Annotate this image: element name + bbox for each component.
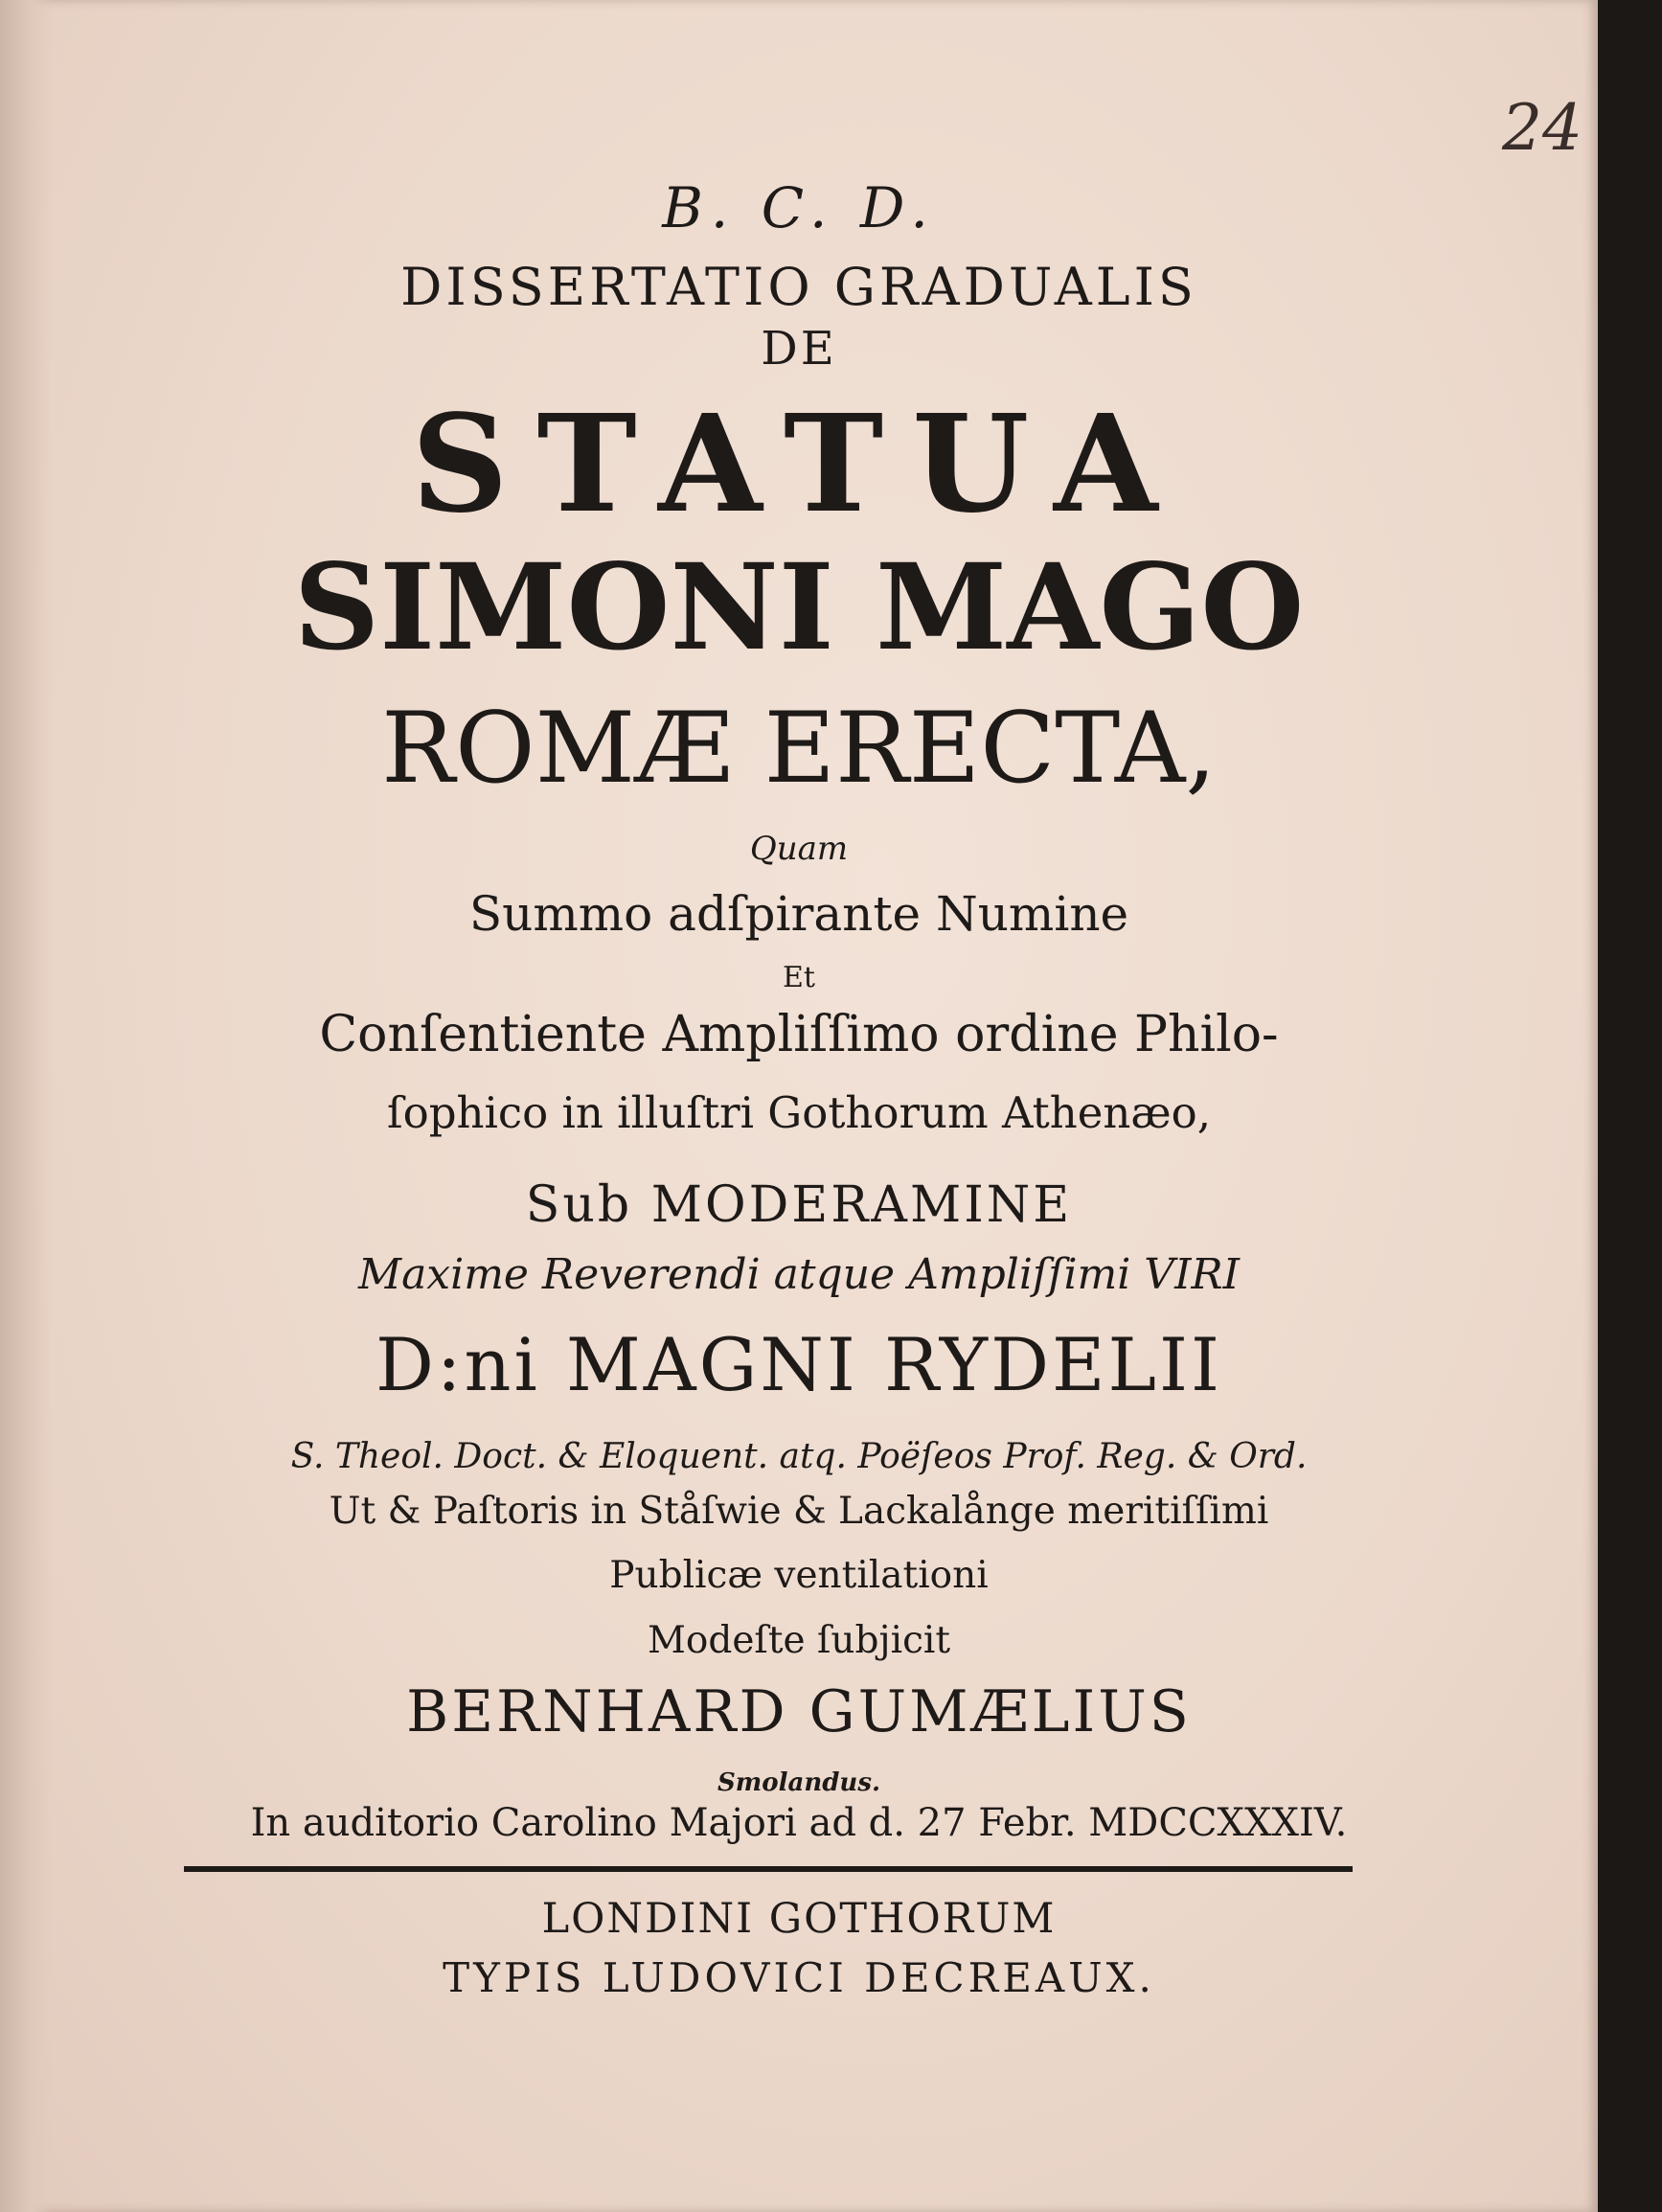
text-quam: Quam xyxy=(749,830,849,868)
text-et: Et xyxy=(783,961,815,994)
text-pastoris: Ut & Paſtoris in Ståſwie & Lackalånge meritiſſimi xyxy=(329,1490,1269,1533)
title-romae-erecta: ROMÆ ERECTA, xyxy=(381,692,1217,806)
text-sophico: ſophico in illuſtri Gothorum Athenæo, xyxy=(386,1087,1212,1138)
text-publicae: Publicæ ventilationi xyxy=(609,1554,989,1597)
text-sub-moderamine: Sub MODERAMINE xyxy=(525,1176,1073,1234)
text-summo: Summo adſpirante Numine xyxy=(468,886,1129,942)
heading-de: DE xyxy=(761,322,837,376)
text-author: BERNHARD GUMÆLIUS xyxy=(406,1678,1192,1745)
heading-dissertatio: DISSERTATIO GRADUALIS xyxy=(400,257,1197,317)
text-auditorio: In auditorio Carolino Majori ad d. 27 Febr. MDCCXXXIV. xyxy=(250,1801,1348,1845)
text-modeste: Modeſte ſubjicit xyxy=(647,1619,951,1662)
text-smolandus: Smolandus. xyxy=(717,1768,881,1797)
text-theol-doct: S. Theol. Doct. & Eloquent. atq. Poëſeos Prof. Reg. & Ord. xyxy=(290,1437,1308,1476)
divider-rule xyxy=(184,1866,1353,1872)
text-consentiente: Conſentiente Ampliſſimo ordine Philo- xyxy=(319,1006,1279,1063)
title-simoni-mago: SIMONI MAGO xyxy=(293,538,1305,677)
folio-number: 24 xyxy=(1502,91,1582,165)
text-londini: LONDINI GOTHORUM xyxy=(541,1895,1057,1943)
text-typis: TYPIS LUDOVICI DECREAUX. xyxy=(443,1954,1155,2001)
text-maxime-reverendi: Maxime Reverendi atque Ampliſſimi VIRI xyxy=(358,1250,1240,1299)
text-magni-rydelii: D:ni MAGNI RYDELII xyxy=(375,1322,1223,1407)
title-statua: STATUA xyxy=(411,386,1187,543)
heading-bcd: B. C. D. xyxy=(662,175,936,240)
